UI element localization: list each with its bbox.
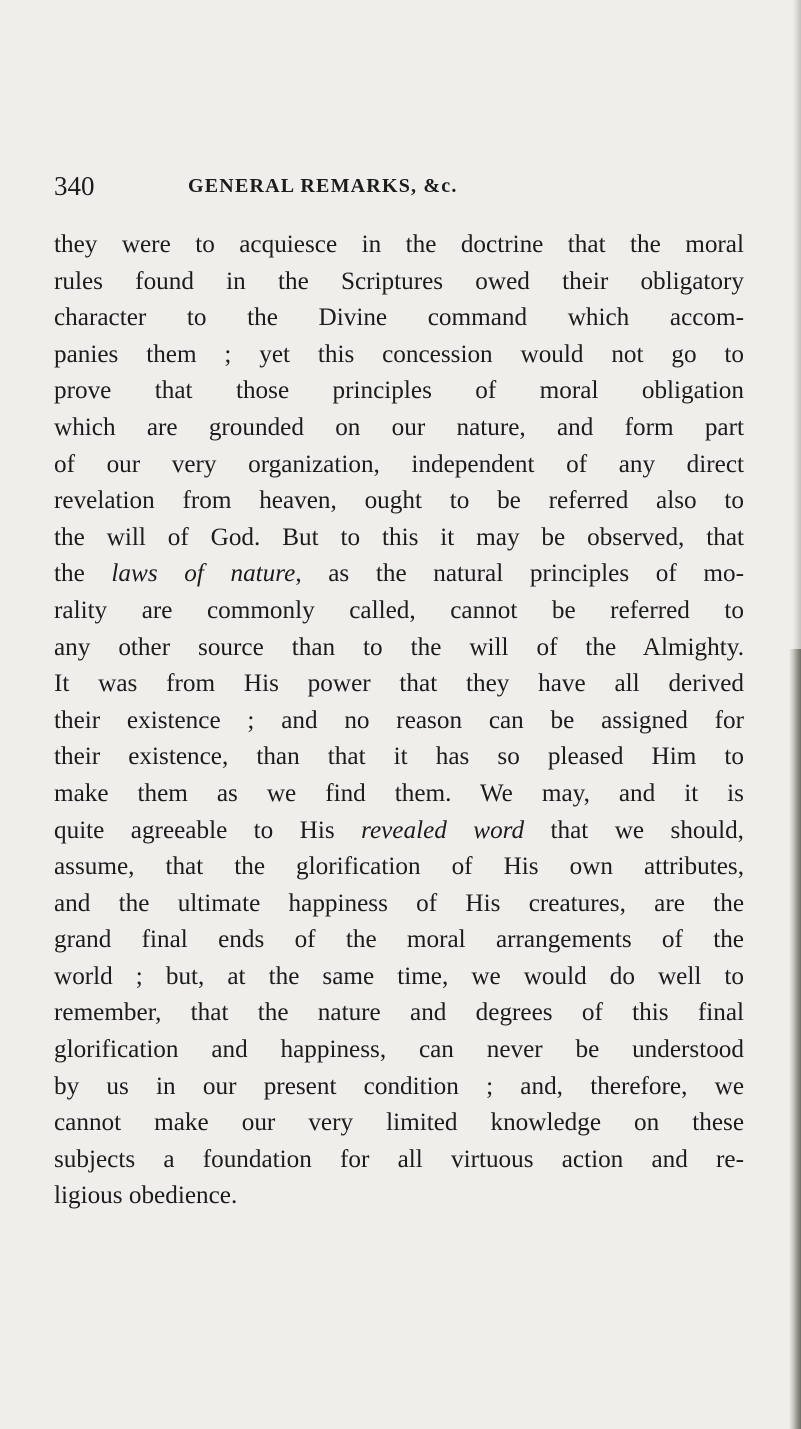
- text-line: their existence, than that it has so pleased Him to: [54, 743, 744, 771]
- text-line: glorification and happiness, can never be understood: [54, 1036, 744, 1064]
- text-line: cannot make our very limited knowledge on these: [54, 1109, 744, 1137]
- running-title: GENERAL REMARKS, &c.: [188, 175, 458, 197]
- text-line: assume, that the glorification of His own attributes,: [54, 853, 744, 881]
- text-line: character to the Divine command which accom-: [54, 304, 744, 332]
- text-line: quite agreeable to His revealed word that we should,: [54, 816, 744, 844]
- text-line: their existence ; and no reason can be assigned for: [54, 706, 744, 734]
- text-line: by us in our present condition ; and, therefore, we: [54, 1072, 744, 1100]
- text-line: and the ultimate happiness of His creatures, are the: [54, 889, 744, 917]
- page-edge-shadow: [789, 649, 801, 1429]
- body-paragraph: [54, 227, 744, 1215]
- text-line: they were to acquiesce in the doctrine that the moral: [54, 231, 744, 258]
- text-line: the laws of nature, as the natural principles of mo-: [54, 560, 744, 588]
- text-line: prove that those principles of moral obligation: [54, 377, 744, 405]
- text-line: grand final ends of the moral arrangements of the: [54, 926, 744, 954]
- text-line: the will of God. But to this it may be observed, that: [54, 523, 744, 551]
- text-line: rules found in the Scriptures owed their obligatory: [54, 267, 744, 295]
- text-line: subjects a foundation for all virtuous action and re-: [54, 1145, 744, 1173]
- text-line: ligious obedience.: [54, 1182, 238, 1210]
- italic-phrase: laws of nature: [111, 560, 296, 588]
- text-line: world ; but, at the same time, we would do well to: [54, 962, 744, 990]
- text-line: revelation from heaven, ought to be referred also to: [54, 487, 744, 515]
- text-line: panies them ; yet this concession would not go to: [54, 340, 744, 368]
- page-number: 340: [54, 171, 95, 201]
- text-line: remember, that the nature and degrees of this final: [54, 999, 744, 1027]
- text-line: make them as we find them. We may, and it is: [54, 779, 744, 807]
- italic-phrase: revealed word: [361, 816, 525, 844]
- text-line: of our very organization, independent of any direct: [54, 450, 744, 478]
- text-line: which are grounded on our nature, and form part: [54, 413, 744, 441]
- text-line: any other source than to the will of the Almighty.: [54, 633, 744, 661]
- page-header: [54, 166, 714, 206]
- text-line: rality are commonly called, cannot be referred to: [54, 596, 744, 624]
- text-line: It was from His power that they have all derived: [54, 670, 744, 698]
